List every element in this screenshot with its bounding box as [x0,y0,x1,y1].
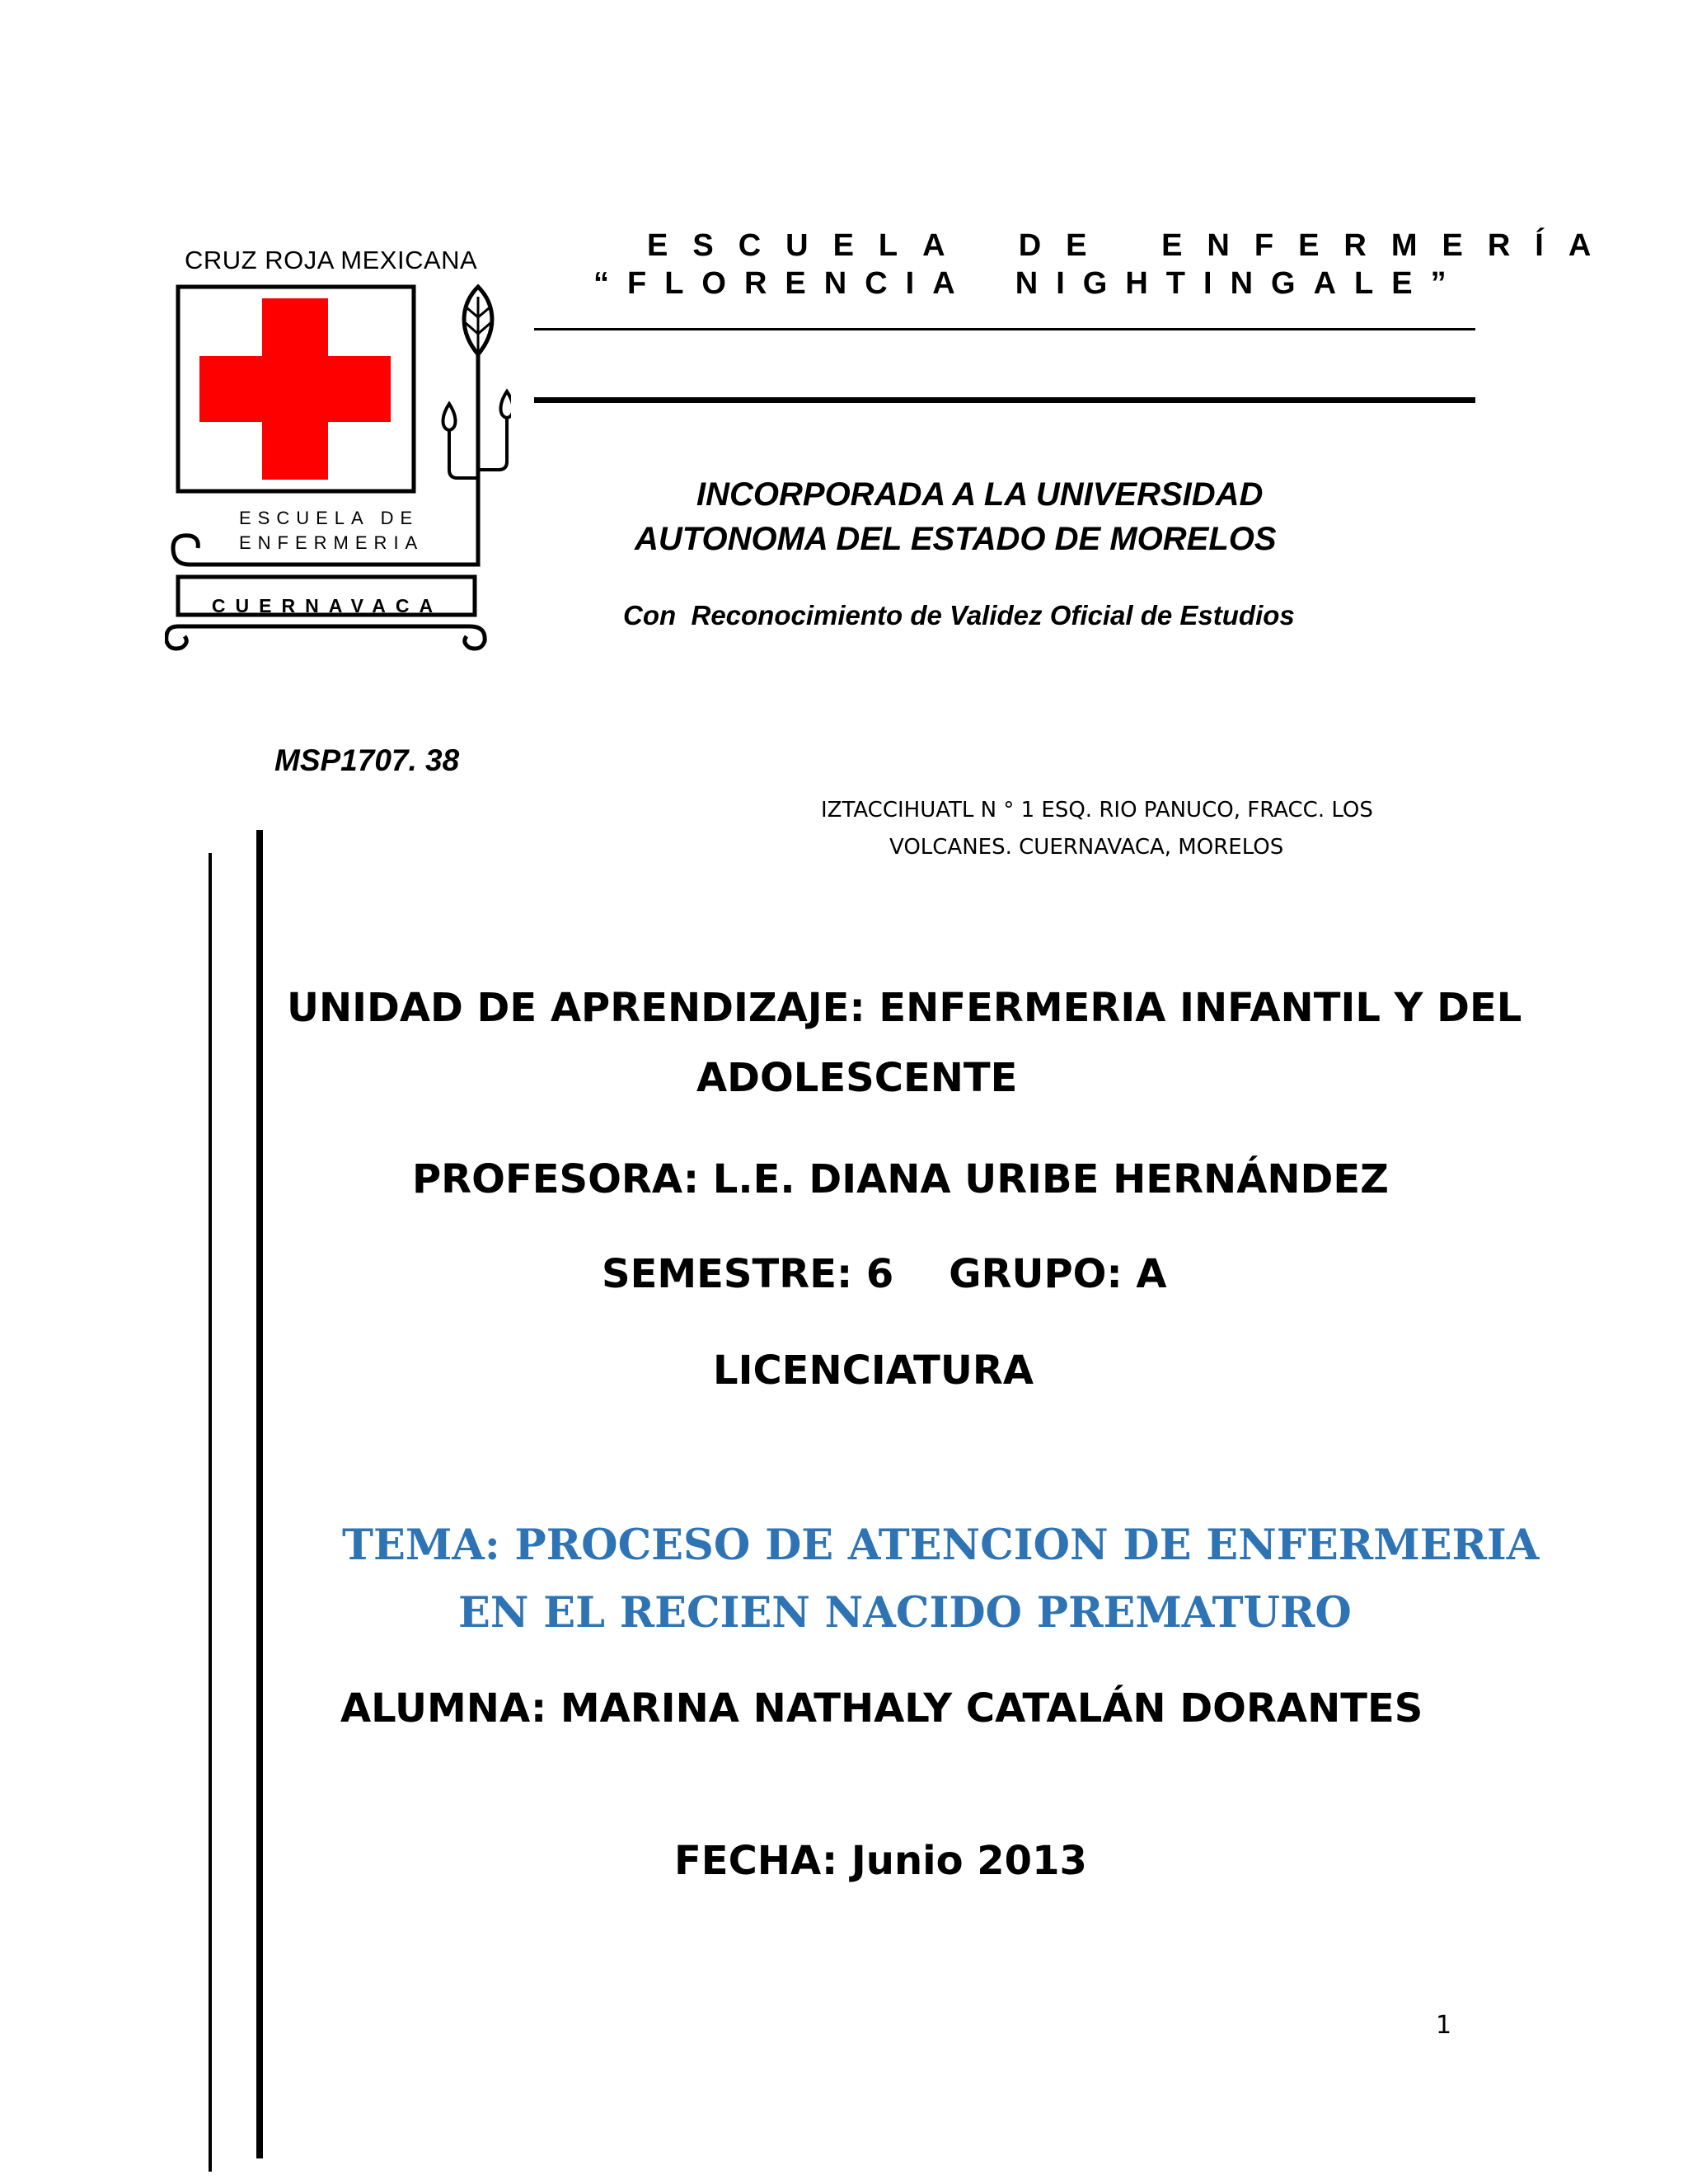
address-line2: VOLCANES. CUERNAVACA, MORELOS [889,835,1284,860]
address-line1: IZTACCIHUATL N ° 1 ESQ. RIO PANUCO, FRACC. LOS [821,798,1373,823]
date: FECHA: Junio 2013 [674,1838,1087,1884]
school-namesake: “FLORENCIA NIGHTINGALE” [593,266,1465,301]
semester-group: SEMESTRE: 6 GRUPO: A [602,1251,1167,1297]
topic-line1: TEMA: PROCESO DE ATENCION DE ENFERMERIA [342,1521,1540,1570]
degree: LICENCIATURA [713,1347,1034,1394]
logo-subtitle-line2: ENFERMERIA [239,532,424,553]
header-rule-thin [534,328,1475,330]
learning-unit-line2: ADOLESCENTE [696,1055,1018,1101]
margin-bar-thick [256,830,263,2158]
logo-city: CUERNAVACA [211,595,443,616]
rvoe-text: Con Reconocimiento de Validez Oficial de Estudios [623,600,1295,630]
student: ALUMNA: MARINA NATHALY CATALÁN DORANTES [340,1685,1423,1732]
logo-subtitle-line1: ESCUELA DE [239,508,420,528]
learning-unit-line1: UNIDAD DE APRENDIZAJE: ENFERMERIA INFANTIL Y DEL [287,985,1522,1031]
incorporation-line1: INCORPORADA A LA UNIVERSIDAD [696,476,1264,513]
topic-line2: EN EL RECIEN NACIDO PREMATURO [458,1588,1352,1638]
school-name: ESCUELA DE ENFERMERÍA [647,228,1616,263]
margin-bar-thin [209,853,212,2172]
professor: PROFESORA: L.E. DIANA URIBE HERNÁNDEZ [412,1156,1389,1202]
document-code: MSP1707. 38 [274,743,460,777]
header-rule-thick [534,397,1475,403]
incorporation-line2: AUTONOMA DEL ESTADO DE MORELOS [635,521,1277,557]
page-number: 1 [1436,2011,1452,2040]
red-cross-icon [199,298,391,480]
logo-title: CRUZ ROJA MEXICANA [185,246,478,274]
